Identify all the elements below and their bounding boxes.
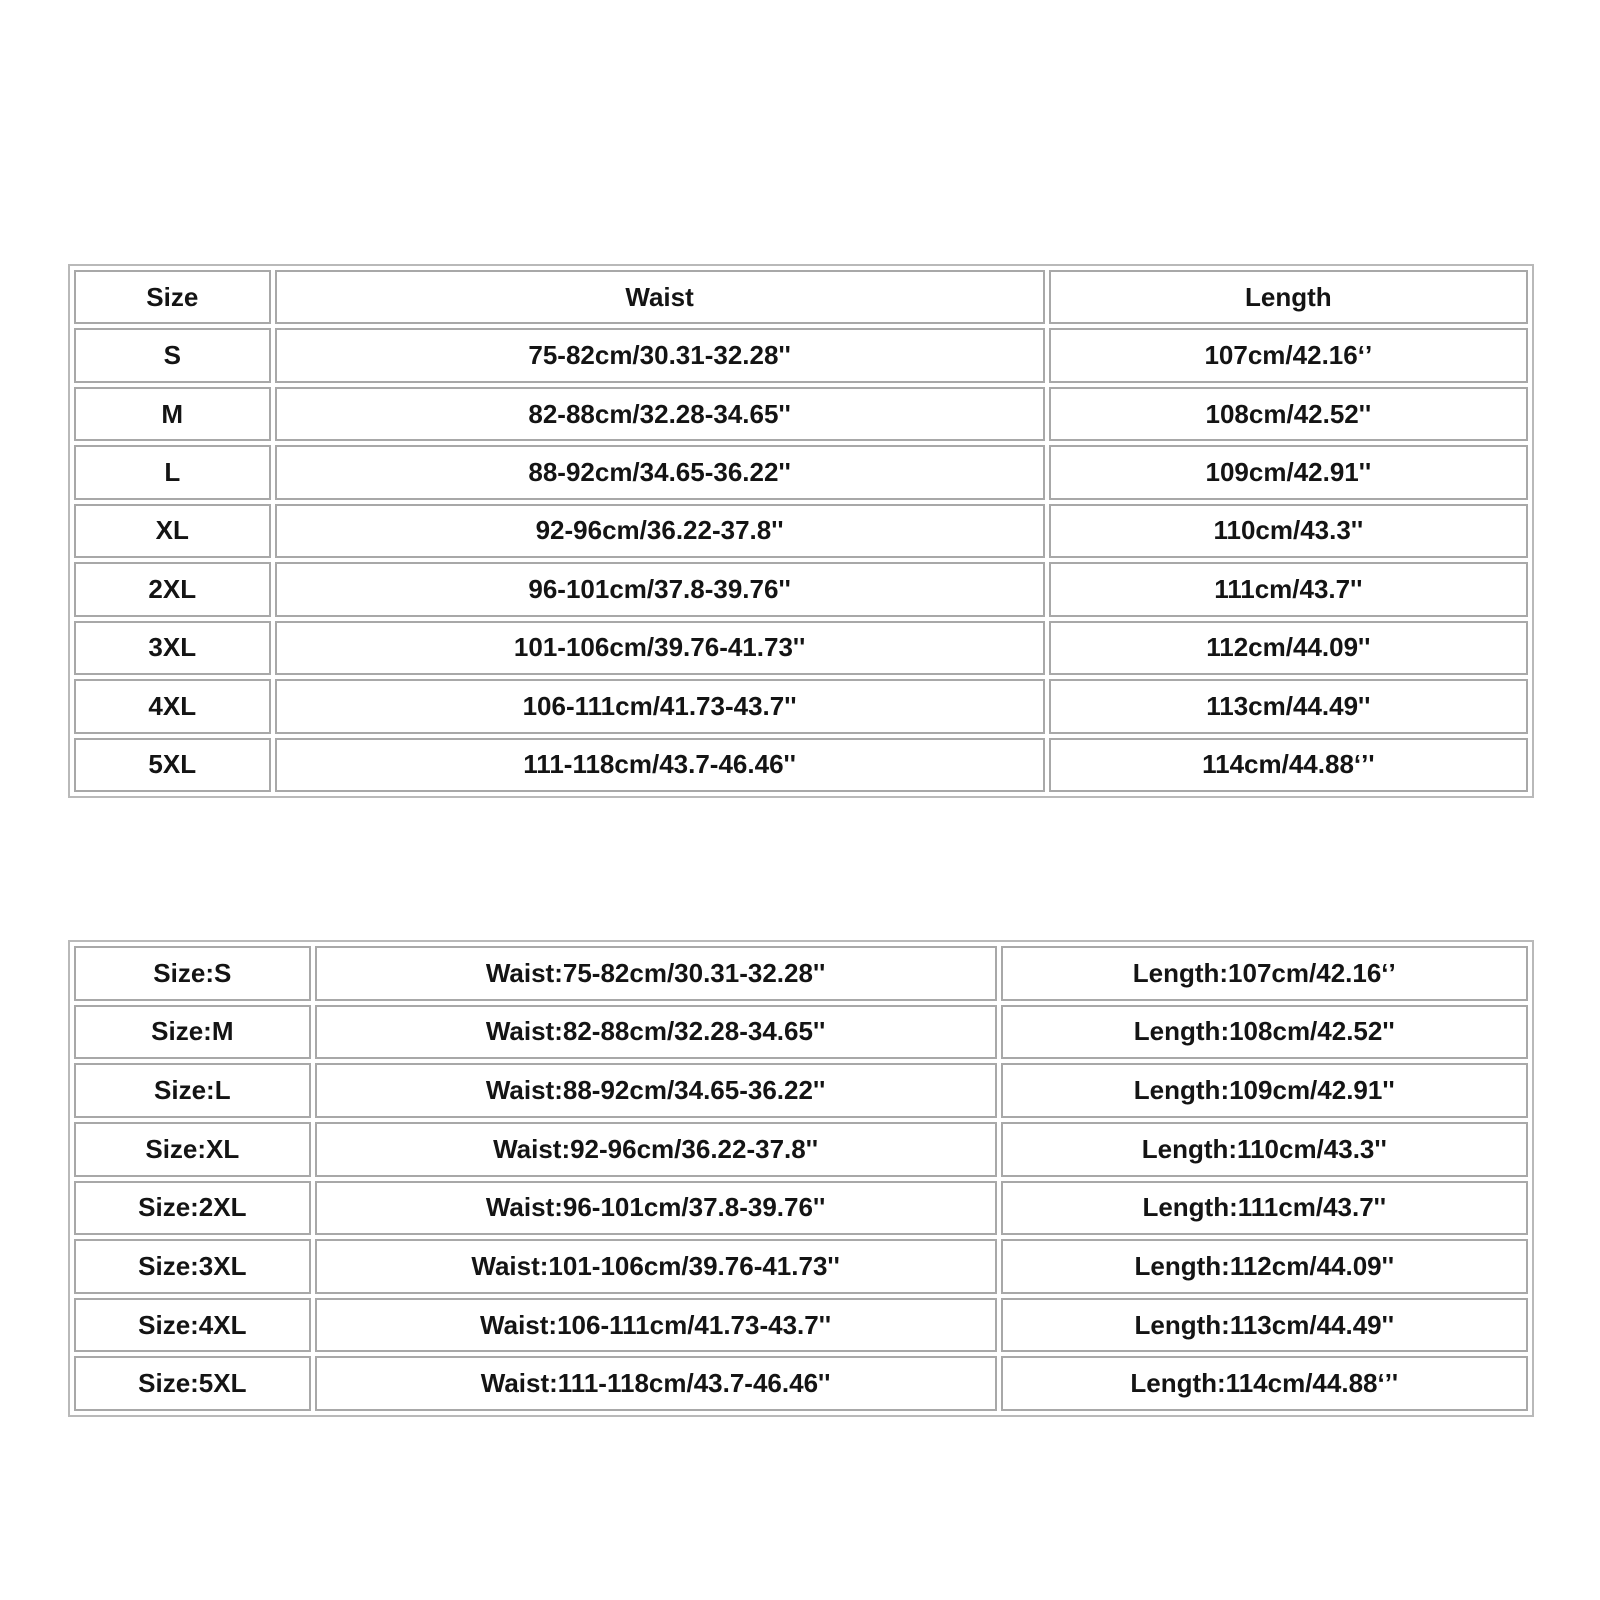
length-cell: Length:112cm/44.09''	[1001, 1239, 1528, 1294]
waist-cell: 106-111cm/41.73-43.7''	[275, 679, 1045, 733]
size-cell: XL	[74, 504, 271, 558]
size-chart-table-labeled	[68, 264, 1534, 798]
size-cell: 3XL	[74, 621, 271, 675]
size-cell: M	[74, 387, 271, 441]
header-row	[74, 270, 1528, 324]
size-cell: Size:4XL	[74, 1298, 311, 1353]
size-chart-grid	[70, 266, 1532, 796]
size-cell: L	[74, 445, 271, 499]
length-cell: Length:110cm/43.3''	[1001, 1122, 1528, 1177]
table-row	[74, 1239, 1528, 1294]
length-cell: 107cm/42.16‘’	[1049, 328, 1528, 382]
size-cell: Size:2XL	[74, 1181, 311, 1236]
waist-cell: Waist:106-111cm/41.73-43.7''	[315, 1298, 997, 1353]
waist-cell: Waist:82-88cm/32.28-34.65''	[315, 1005, 997, 1060]
size-chart-table-inline	[68, 940, 1534, 1417]
length-cell: 109cm/42.91''	[1049, 445, 1528, 499]
size-cell: Size:S	[74, 946, 311, 1001]
table-row	[74, 679, 1528, 733]
header-length: Length	[1049, 270, 1528, 324]
size-cell: Size:M	[74, 1005, 311, 1060]
table-row	[74, 1122, 1528, 1177]
table-row	[74, 328, 1528, 382]
length-cell: Length:114cm/44.88‘’'	[1001, 1356, 1528, 1411]
waist-cell: Waist:75-82cm/30.31-32.28''	[315, 946, 997, 1001]
table-row	[74, 621, 1528, 675]
waist-cell: Waist:92-96cm/36.22-37.8''	[315, 1122, 997, 1177]
length-cell: 111cm/43.7''	[1049, 562, 1528, 616]
waist-cell: 92-96cm/36.22-37.8''	[275, 504, 1045, 558]
length-cell: 108cm/42.52''	[1049, 387, 1528, 441]
waist-cell: 75-82cm/30.31-32.28''	[275, 328, 1045, 382]
size-cell: 2XL	[74, 562, 271, 616]
size-cell: Size:3XL	[74, 1239, 311, 1294]
length-cell: Length:107cm/42.16‘’	[1001, 946, 1528, 1001]
header-size: Size	[74, 270, 271, 324]
table-row	[74, 1063, 1528, 1118]
waist-cell: Waist:111-118cm/43.7-46.46''	[315, 1356, 997, 1411]
size-cell: Size:L	[74, 1063, 311, 1118]
waist-cell: 111-118cm/43.7-46.46''	[275, 738, 1045, 793]
table-row	[74, 1356, 1528, 1411]
waist-cell: Waist:101-106cm/39.76-41.73''	[315, 1239, 997, 1294]
size-chart-grid-inline	[70, 942, 1532, 1415]
table-row	[74, 504, 1528, 558]
size-cell: S	[74, 328, 271, 382]
length-cell: 113cm/44.49''	[1049, 679, 1528, 733]
length-cell: 112cm/44.09''	[1049, 621, 1528, 675]
length-cell: 114cm/44.88‘’'	[1049, 738, 1528, 793]
table-row	[74, 946, 1528, 1001]
length-cell: Length:113cm/44.49''	[1001, 1298, 1528, 1353]
size-cell: 4XL	[74, 679, 271, 733]
length-cell: 110cm/43.3''	[1049, 504, 1528, 558]
waist-cell: 82-88cm/32.28-34.65''	[275, 387, 1045, 441]
size-cell: Size:5XL	[74, 1356, 311, 1411]
waist-cell: Waist:96-101cm/37.8-39.76''	[315, 1181, 997, 1236]
table-row	[74, 1298, 1528, 1353]
size-cell: Size:XL	[74, 1122, 311, 1177]
waist-cell: 96-101cm/37.8-39.76''	[275, 562, 1045, 616]
waist-cell: 88-92cm/34.65-36.22''	[275, 445, 1045, 499]
header-waist: Waist	[275, 270, 1045, 324]
length-cell: Length:111cm/43.7''	[1001, 1181, 1528, 1236]
length-cell: Length:108cm/42.52''	[1001, 1005, 1528, 1060]
table-row	[74, 1181, 1528, 1236]
table-row	[74, 445, 1528, 499]
table-row	[74, 562, 1528, 616]
table-row	[74, 738, 1528, 793]
waist-cell: Waist:88-92cm/34.65-36.22''	[315, 1063, 997, 1118]
length-cell: Length:109cm/42.91''	[1001, 1063, 1528, 1118]
table-row	[74, 387, 1528, 441]
waist-cell: 101-106cm/39.76-41.73''	[275, 621, 1045, 675]
table-row	[74, 1005, 1528, 1060]
size-cell: 5XL	[74, 738, 271, 793]
